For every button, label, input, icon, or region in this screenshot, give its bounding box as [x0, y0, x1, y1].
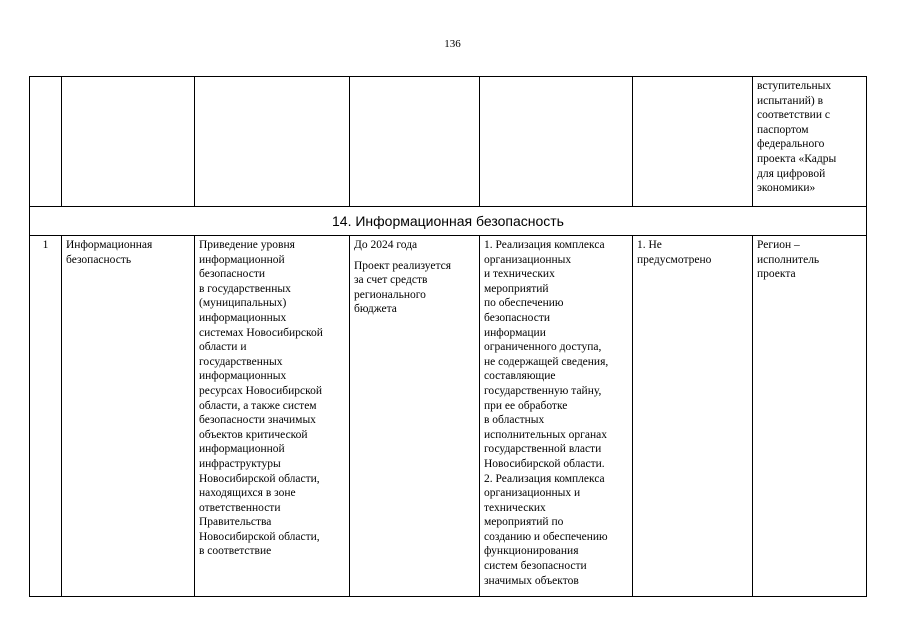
text-line: испытаний) в — [757, 94, 824, 107]
text-line: области, а также систем — [199, 399, 317, 412]
text-line: при ее обработке — [484, 399, 568, 412]
prev-cell-measures — [480, 77, 633, 207]
text-line: 1. Реализация комплекса — [484, 239, 605, 251]
text-line: экономики» — [757, 182, 816, 195]
text-line: государственную тайну, — [484, 384, 602, 397]
item-goal — [195, 236, 350, 597]
item-provision — [633, 236, 753, 597]
prev-cell-provision — [633, 77, 753, 207]
text-line: ресурсах Новосибирской — [199, 384, 323, 397]
term-text: До 2024 года — [354, 239, 418, 251]
text-line: предусмотрено — [637, 253, 712, 266]
text-line: бюджета — [354, 303, 397, 316]
text-line: мероприятий по — [484, 516, 564, 529]
text-line: информации — [484, 326, 546, 339]
text-line: безопасность — [66, 253, 132, 266]
text-line: регионального — [354, 288, 426, 301]
text-line: технических — [484, 501, 546, 514]
text-line: исполнитель — [757, 253, 820, 266]
text-line: федерального — [757, 138, 825, 151]
text-line: проекта — [757, 268, 796, 281]
text-line: безопасности значимых — [199, 414, 316, 427]
text-line: проекта «Кадры — [757, 152, 837, 165]
item-measures — [480, 236, 633, 597]
table-row — [30, 236, 867, 597]
text-line: находящихся в зоне — [199, 487, 296, 500]
prev-cell-goal — [195, 77, 350, 207]
text-line: и технических — [484, 268, 555, 281]
text-line: в областных — [484, 414, 545, 427]
text-line: Приведение уровня — [199, 239, 295, 251]
text-line: информационной — [199, 253, 285, 266]
text-line: области и — [199, 341, 247, 354]
section-header-row — [30, 207, 867, 236]
text-line: информационных — [199, 370, 287, 383]
text-line: в государственных — [199, 282, 291, 295]
item-executor — [753, 236, 867, 597]
text-line: мероприятий — [484, 282, 549, 295]
text-line: по обеспечению — [484, 297, 564, 310]
text-line: Регион – — [757, 239, 800, 251]
prev-cell-num — [30, 77, 62, 207]
text-line: безопасности — [484, 311, 551, 324]
text-line: для цифровой — [757, 167, 826, 180]
text-line: ограниченного доступа, — [484, 341, 602, 354]
text-line: вступительных — [757, 80, 832, 92]
text-line: Новосибирской области. — [484, 457, 605, 470]
text-line: систем безопасности — [484, 560, 587, 573]
text-line: Проект реализуется — [354, 259, 452, 272]
text-line: соответствии с — [757, 109, 830, 122]
text-line: информационных — [199, 311, 287, 324]
text-line: безопасности — [199, 268, 266, 281]
text-line: организационных и — [484, 487, 581, 500]
prev-cell-name — [62, 77, 195, 207]
text-line: Правительства — [199, 516, 272, 529]
text-line: паспортом — [757, 123, 809, 136]
text-line: созданию и обеспечению — [484, 530, 608, 543]
text-line: функционирования — [484, 545, 579, 558]
text-line: Информационная — [66, 239, 153, 251]
program-table — [29, 76, 867, 597]
text-line: инфраструктуры — [199, 457, 281, 470]
text-line: в соответствие — [199, 545, 272, 558]
item-name — [62, 236, 195, 597]
text-line: объектов критической — [199, 428, 308, 441]
text-line: ответственности — [199, 501, 281, 514]
prev-cell-executor — [753, 77, 867, 207]
text-line: Новосибирской области, — [199, 530, 320, 543]
text-line: информационной — [199, 443, 285, 456]
text-line: государственных — [199, 355, 283, 368]
section-title: 14. Информационная безопасность — [30, 207, 867, 236]
text-line: составляющие — [484, 370, 556, 383]
item-number: 1 — [30, 236, 62, 597]
text-line: 2. Реализация комплекса — [484, 472, 605, 485]
text-line: 1. Не — [637, 239, 662, 251]
page-number: 136 — [444, 38, 461, 50]
text-line: не содержащей сведения, — [484, 355, 609, 368]
text-line: системах Новосибирской — [199, 326, 323, 339]
text-line: организационных — [484, 253, 572, 266]
item-term — [350, 236, 480, 597]
table-row-previous — [30, 77, 867, 207]
text-line: Новосибирской области, — [199, 472, 320, 485]
text-line: (муниципальных) — [199, 297, 287, 310]
text-line: за счет средств — [354, 274, 428, 287]
text-line: государственной власти — [484, 443, 602, 456]
text-line: исполнительных органах — [484, 428, 608, 441]
text-line: значимых объектов — [484, 574, 579, 587]
prev-cell-term — [350, 77, 480, 207]
